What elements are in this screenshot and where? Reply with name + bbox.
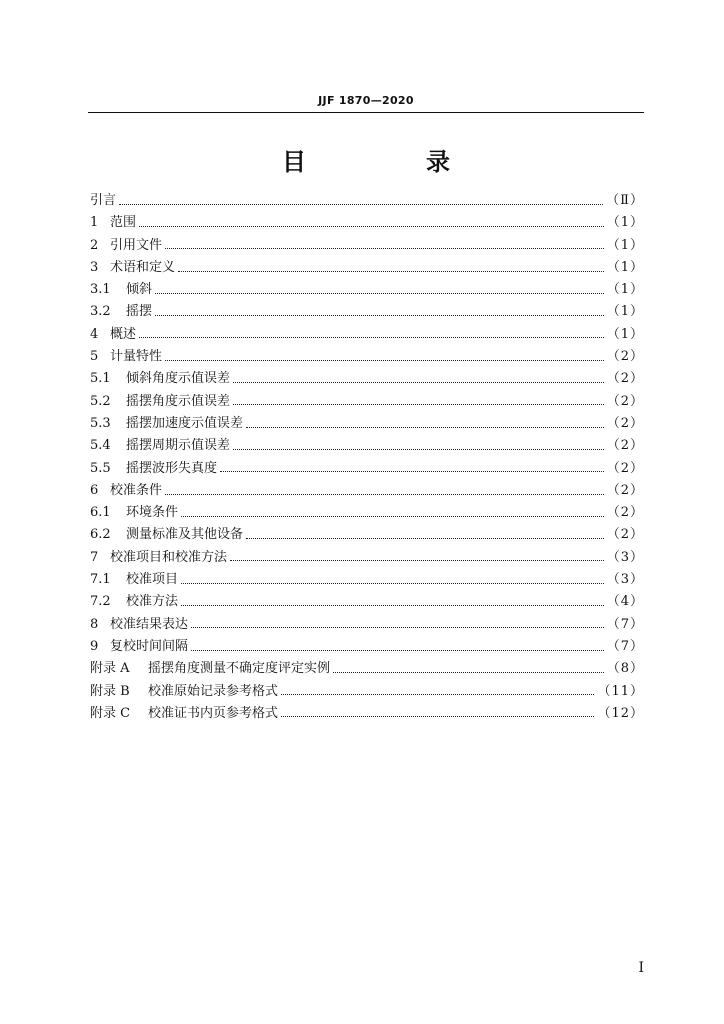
table-of-contents [90, 190, 644, 725]
toc-entry-number: 附录 A [90, 661, 130, 677]
toc-entry-page: （2） [606, 460, 644, 476]
toc-entry-number: 7 [90, 549, 99, 565]
toc-entry-page: （12） [597, 705, 644, 721]
toc-entry-label: 校准结果表达 [110, 616, 189, 632]
page-folio: Ⅰ [638, 960, 644, 976]
toc-entry-label: 范围 [110, 215, 137, 231]
toc-entry-page: （4） [606, 594, 644, 610]
toc-entry[interactable] [90, 413, 644, 435]
toc-entry[interactable] [90, 301, 644, 323]
toc-entry[interactable] [90, 703, 644, 725]
toc-entry-label: 计量特性 [110, 349, 163, 365]
toc-entry-number: 3 [90, 259, 99, 275]
dot-leader [281, 694, 594, 695]
dot-leader [119, 204, 603, 205]
toc-entry-number: 3.2 [90, 304, 111, 320]
toc-entry-number: 7.1 [90, 572, 111, 588]
toc-entry-number: 附录 B [90, 683, 130, 699]
toc-entry[interactable] [90, 279, 644, 301]
toc-entry[interactable] [90, 257, 644, 279]
toc-entry-label: 校准原始记录参考格式 [148, 683, 279, 699]
toc-entry[interactable] [90, 480, 644, 502]
toc-entry-page: （Ⅱ） [606, 193, 644, 208]
toc-entry-label: 校准证书内页参考格式 [148, 705, 279, 721]
dot-leader [191, 627, 604, 628]
toc-entry-page: （2） [606, 505, 644, 521]
toc-entry[interactable] [90, 391, 644, 413]
standard-number-header: JJF 1870—2020 [318, 94, 414, 107]
dot-leader [165, 248, 604, 249]
toc-entry-page: （1） [606, 326, 644, 342]
dot-leader [139, 337, 604, 338]
dot-leader [233, 382, 604, 383]
toc-entry[interactable] [90, 614, 644, 636]
toc-entry-page: （2） [606, 482, 644, 498]
dot-leader [181, 605, 604, 606]
toc-entry-label: 概述 [110, 326, 137, 342]
toc-entry-number: 4 [90, 326, 99, 342]
toc-entry-label: 倾斜 [126, 282, 153, 298]
dot-leader [165, 360, 604, 361]
dot-leader [181, 516, 604, 517]
toc-entry-number: 附录 C [90, 705, 131, 721]
toc-entry-page: （3） [606, 549, 644, 565]
toc-entry[interactable] [90, 591, 644, 613]
toc-entry-label: 环境条件 [126, 505, 179, 521]
toc-entry[interactable] [90, 435, 644, 457]
toc-entry-page: （7） [606, 616, 644, 632]
toc-entry-number: 5.2 [90, 393, 111, 409]
toc-entry[interactable] [90, 636, 644, 658]
toc-entry-page: （2） [606, 349, 644, 365]
dot-leader [178, 271, 604, 272]
dot-leader [246, 427, 604, 428]
toc-entry-label: 测量标准及其他设备 [126, 527, 244, 543]
toc-entry[interactable] [90, 569, 644, 591]
dot-leader [233, 449, 604, 450]
page-title: 目 录 [282, 148, 498, 176]
toc-entry-label: 术语和定义 [110, 259, 176, 275]
dot-leader [181, 583, 604, 584]
toc-entry-number: 5.3 [90, 415, 111, 431]
toc-entry-page: （11） [597, 683, 644, 699]
toc-entry-page: （8） [606, 661, 644, 677]
toc-entry-label: 校准项目 [126, 572, 179, 588]
toc-entry-label: 复校时间间隔 [110, 638, 189, 654]
toc-entry[interactable] [90, 324, 644, 346]
toc-entry-label: 摇摆加速度示值误差 [126, 415, 244, 431]
toc-entry-label: 校准条件 [110, 482, 163, 498]
toc-entry[interactable] [90, 524, 644, 546]
toc-entry-page: （1） [606, 259, 644, 275]
toc-entry-page: （1） [606, 215, 644, 231]
dot-leader [220, 471, 604, 472]
toc-entry-number: 8 [90, 616, 99, 632]
dot-leader [191, 650, 604, 651]
toc-entry-number: 5.1 [90, 371, 111, 387]
toc-entry-label: 校准方法 [126, 594, 179, 610]
toc-entry-page: （7） [606, 638, 644, 654]
toc-entry-label: 倾斜角度示值误差 [126, 371, 231, 387]
toc-entry-number: 5.4 [90, 438, 111, 454]
toc-entry-label: 校准项目和校准方法 [110, 549, 228, 565]
toc-entry-label: 摇摆角度示值误差 [126, 393, 231, 409]
toc-entry-page: （1） [606, 282, 644, 298]
toc-entry-label: 摇摆波形失真度 [126, 460, 218, 476]
toc-entry-page: （2） [606, 415, 644, 431]
toc-entry-label: 摇摆角度测量不确定度评定实例 [148, 661, 331, 677]
toc-entry-page: （2） [606, 527, 644, 543]
dot-leader [139, 226, 604, 227]
toc-entry-number: 1 [90, 215, 99, 231]
toc-entry[interactable] [90, 368, 644, 390]
dot-leader [155, 315, 604, 316]
toc-entry[interactable] [90, 235, 644, 257]
toc-entry-number: 2 [90, 237, 99, 253]
toc-entry-label: 摇摆 [126, 304, 153, 320]
toc-entry[interactable] [90, 458, 644, 480]
toc-entry[interactable] [90, 190, 644, 212]
toc-entry-number: 7.2 [90, 594, 111, 610]
dot-leader [165, 494, 604, 495]
toc-entry-number: 6.1 [90, 505, 111, 521]
toc-entry-number: 3.1 [90, 282, 111, 298]
dot-leader [233, 404, 604, 405]
toc-entry-page: （1） [606, 304, 644, 320]
toc-entry-number: 9 [90, 638, 99, 654]
toc-entry-number: 5.5 [90, 460, 111, 476]
dot-leader [333, 672, 604, 673]
toc-entry[interactable] [90, 681, 644, 703]
toc-entry-number: 6 [90, 482, 99, 498]
dot-leader [155, 293, 604, 294]
toc-entry[interactable] [90, 658, 644, 680]
toc-entry-number: 5 [90, 349, 99, 365]
toc-entry-label: 摇摆周期示值误差 [126, 438, 231, 454]
toc-entry-number: 6.2 [90, 527, 111, 543]
toc-entry-page: （2） [606, 371, 644, 387]
toc-entry[interactable] [90, 547, 644, 569]
toc-entry-page: （2） [606, 438, 644, 454]
dot-leader [281, 716, 594, 717]
dot-leader [246, 538, 604, 539]
toc-entry-label: 引言 [90, 193, 117, 208]
toc-entry-page: （1） [606, 237, 644, 253]
toc-entry[interactable] [90, 502, 644, 524]
toc-entry-page: （2） [606, 393, 644, 409]
dot-leader [230, 560, 604, 561]
header-rule [88, 112, 644, 113]
toc-entry[interactable] [90, 212, 644, 234]
toc-entry[interactable] [90, 346, 644, 368]
toc-entry-page: （3） [606, 572, 644, 588]
toc-entry-label: 引用文件 [110, 237, 163, 253]
